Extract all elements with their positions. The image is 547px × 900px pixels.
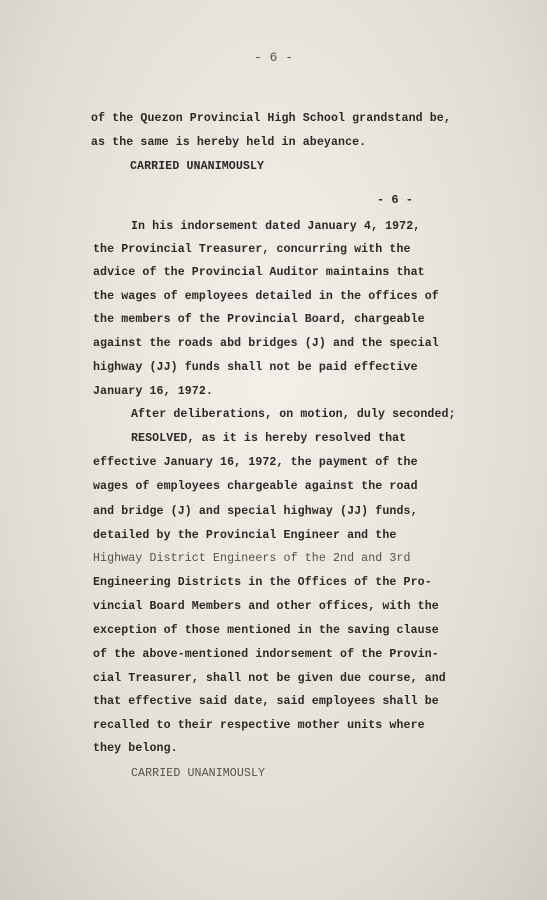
resolution-line-1: RESOLVED, as it is hereby resolved that [131, 432, 407, 445]
indorsement-line-6: against the roads abd bridges (J) and the special [93, 337, 439, 350]
resolution-line-7: Engineering Districts in the Offices of the Pro- [93, 576, 432, 589]
resolution-line-4: and bridge (J) and special highway (JJ) funds, [93, 505, 418, 518]
indorsement-line-2: the Provincial Treasurer, concurring with the [93, 243, 411, 256]
deliberation-line: After deliberations, on motion, duly seconded; [131, 408, 456, 421]
carried-unanimously-2: CARRIED UNANIMOUSLY [131, 767, 266, 780]
resolution-line-9: exception of those mentioned in the saving clause [93, 624, 439, 637]
indorsement-line-3: advice of the Provincial Auditor maintains that [93, 266, 425, 279]
top-paragraph-line-1: of the Quezon Provincial High School grandstand be, [91, 112, 451, 125]
indorsement-line-1: In his indorsement dated January 4, 1972, [131, 220, 421, 233]
resolution-line-10: of the above-mentioned indorsement of the Provin- [93, 648, 439, 661]
carried-unanimously-1: CARRIED UNANIMOUSLY [130, 160, 265, 173]
section-number: - 6 - [377, 193, 414, 207]
indorsement-line-4: the wages of employees detailed in the offices of [93, 290, 439, 303]
resolution-line-6: Highway District Engineers of the 2nd and 3rd [93, 552, 411, 565]
resolution-line-14: they belong. [93, 742, 178, 755]
resolution-line-13: recalled to their respective mother units where [93, 719, 425, 732]
indorsement-line-8: January 16, 1972. [93, 385, 213, 398]
resolution-line-8: vincial Board Members and other offices, with the [93, 600, 439, 613]
top-paragraph-line-2: as the same is hereby held in abeyance. [91, 136, 367, 149]
indorsement-line-5: the members of the Provincial Board, chargeable [93, 313, 425, 326]
resolution-line-12: that effective said date, said employees shall be [93, 695, 439, 708]
resolution-line-5: detailed by the Provincial Engineer and the [93, 529, 397, 542]
resolution-line-2: effective January 16, 1972, the payment of the [93, 456, 418, 469]
page-number: - 6 - [253, 50, 293, 65]
resolution-line-3: wages of employees chargeable against the road [93, 480, 418, 493]
indorsement-line-7: highway (JJ) funds shall not be paid effective [93, 361, 418, 374]
resolution-line-11: cial Treasurer, shall not be given due course, and [93, 672, 446, 685]
